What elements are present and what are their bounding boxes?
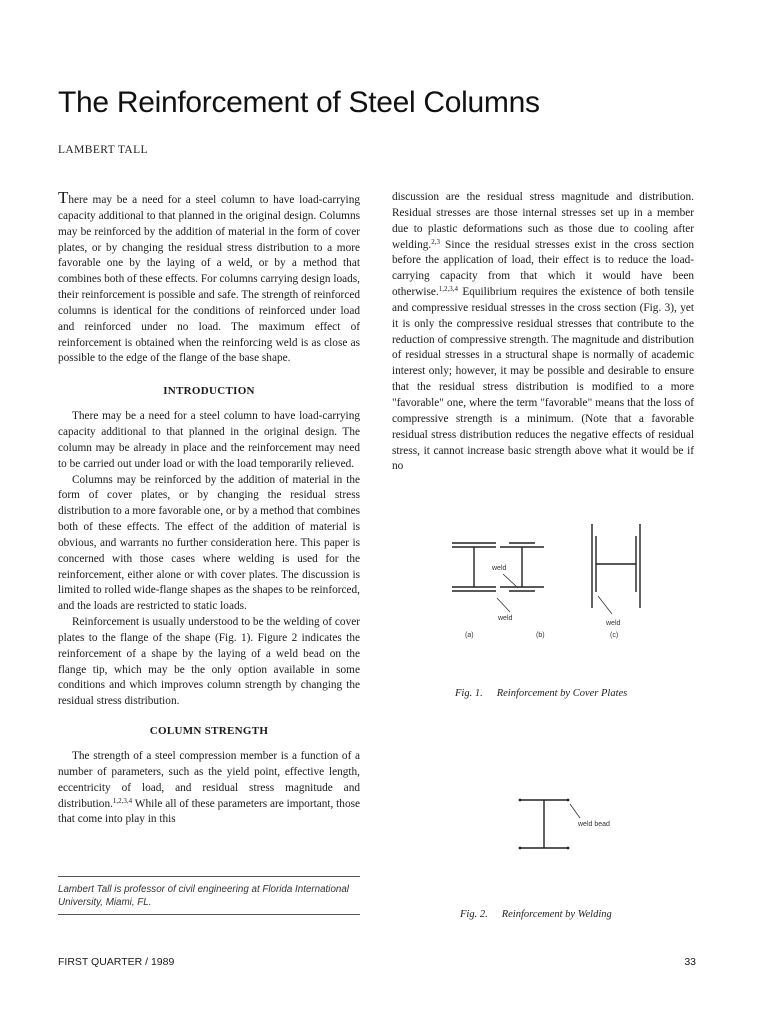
weld-bead-label: weld bead: [578, 821, 610, 828]
subfigure-label-a: (a): [465, 632, 474, 639]
right-column: [392, 190, 694, 475]
figure-1-number: Fig. 1.: [455, 688, 483, 699]
column-strength-text-1b: While all of these parameters are important, those that come into play in this: [58, 797, 361, 826]
reference-superscript: 1,2,3,4: [438, 285, 458, 294]
section-a-shape: [452, 543, 496, 591]
footnote-divider-top: [58, 876, 360, 877]
figure-2-caption-text: Reinforcement by Welding: [501, 909, 612, 920]
journal-issue: FIRST QUARTER / 1989: [58, 956, 175, 968]
figure-1-caption-text: Reinforcement by Cover Plates: [496, 688, 628, 699]
intro-paragraph-2: Columns may be reinforced by the addition of material in the form of cover plates, or by changing the residual stress distribution to a more favorable one, or by a method that combines both of these effects. The effect of the addition of material is obvious, and warrants no further consideration here. This paper is concerned with those cases where welding is used for the reinforcement, either alone or with cover plates. The discussion is limited to rolled wide-flange shapes as the shapes to be reinforced, and the loads are restricted to static loads.: [58, 473, 360, 613]
intro-paragraph-1: There may be a need for a steel column to have load-carrying capacity additional to that planned in the original design. The column may be already in place and the reinforcement may need to be carried out under load or with the load temporarily relieved.: [58, 410, 360, 470]
left-column: [58, 190, 360, 828]
column-strength-text-2a: discussion are the residual stress magnitude and distribution. Residual stresses are those internal stresses set up in a member due to plastic deformations such as those due to cooling after welding.: [392, 191, 694, 251]
weld-label-a: weld: [498, 615, 513, 622]
reference-superscript: 1,2,3,4: [112, 796, 133, 805]
column-strength-text-2c: Equilibrium requires the existence of both tensile and compressive residual stresses in the cross section (Fig. 3), yet it is only the compressive residual stresses that contribute to the reduction of compressive strength. The magnitude and distribution of residual stresses in a structural shape is normally of academic interest only; however, it may be possible and desirable to ensure that the residual stress distribution is modified to a more "favorable" one, where the term "favorable" means that the loss of compressive strength is a minimum. (Note that a favorable residual stress distribution reduces the negative effects of residual stress, it cannot increase basic strength above what it would be if no: [392, 286, 694, 473]
heading-introduction: INTRODUCTION: [163, 385, 255, 398]
figure-1-caption: [455, 688, 627, 699]
subfigure-label-b: (b): [536, 632, 545, 639]
section-c-shape: [592, 524, 640, 608]
figure-2-number: Fig. 2.: [460, 909, 488, 920]
column-strength-paragraph-1: [58, 749, 360, 828]
weld-bead-leader: [570, 804, 580, 818]
intro-paragraph-3: Reinforcement is usually understood to be the welding of cover plates to the flange of the shape (Fig. 1). Figure 2 indicates the reinforcement of a shape by the laying of a weld bead on the flange tip, which may be the only option available in some conditions and which improves column strength by changing the residual stress distribution.: [58, 616, 360, 708]
page-number: 33: [684, 956, 696, 968]
subfigure-label-c: (c): [610, 632, 619, 639]
author-name: LAMBERT TALL: [58, 144, 148, 156]
article-title: The Reinforcement of Steel Columns: [58, 86, 540, 119]
column-strength-paragraph-2: [392, 190, 694, 475]
footnote-divider-bottom: [58, 914, 360, 915]
heading-column-strength: COLUMN STRENGTH: [149, 725, 269, 738]
weld-label-c: weld: [606, 620, 621, 627]
figure-2-caption: [460, 909, 612, 920]
reference-superscript: 2,3: [431, 237, 440, 246]
section-b-shape: [500, 543, 544, 591]
weld-leader-lines: [497, 574, 612, 614]
column-strength-text-1a: The strength of a steel compression member is a function of a number of parameters, such as the yield point, effective length, eccentricity of load, and residual stress magnitude and distribution.: [58, 750, 360, 810]
abstract: There may be a need for a steel column to have load-carrying capacity additional to that planned in the original design. Columns may be reinforced by the addition of material in the form of cover plates, or by changing the residual stress distribution to a more favorable one by the laying of a weld, or by a method that combines both of these effects. For columns carrying design loads, their reinforcement is possible and safe. The strength of reinforced columns is identical for the conditions of reinforced under load and reinforced under no load. The maximum effect of reinforcement is obtained when the reinforcing weld is as close as possible to the edge of the flange of the base shape.: [58, 188, 360, 365]
figure-1-diagram: [440, 520, 650, 650]
column-strength-text-2b: Since the residual stresses exist in the cross section before the application of load, their effect is to reduce the load-carrying capacity from that which it would have been otherwise.: [392, 238, 694, 299]
weld-label-b: weld: [492, 565, 507, 572]
wide-flange-shape: [520, 800, 568, 848]
figure-2-diagram: [500, 790, 640, 860]
author-footnote: Lambert Tall is professor of civil engineering at Florida International University, Miami, FL.: [58, 884, 349, 908]
